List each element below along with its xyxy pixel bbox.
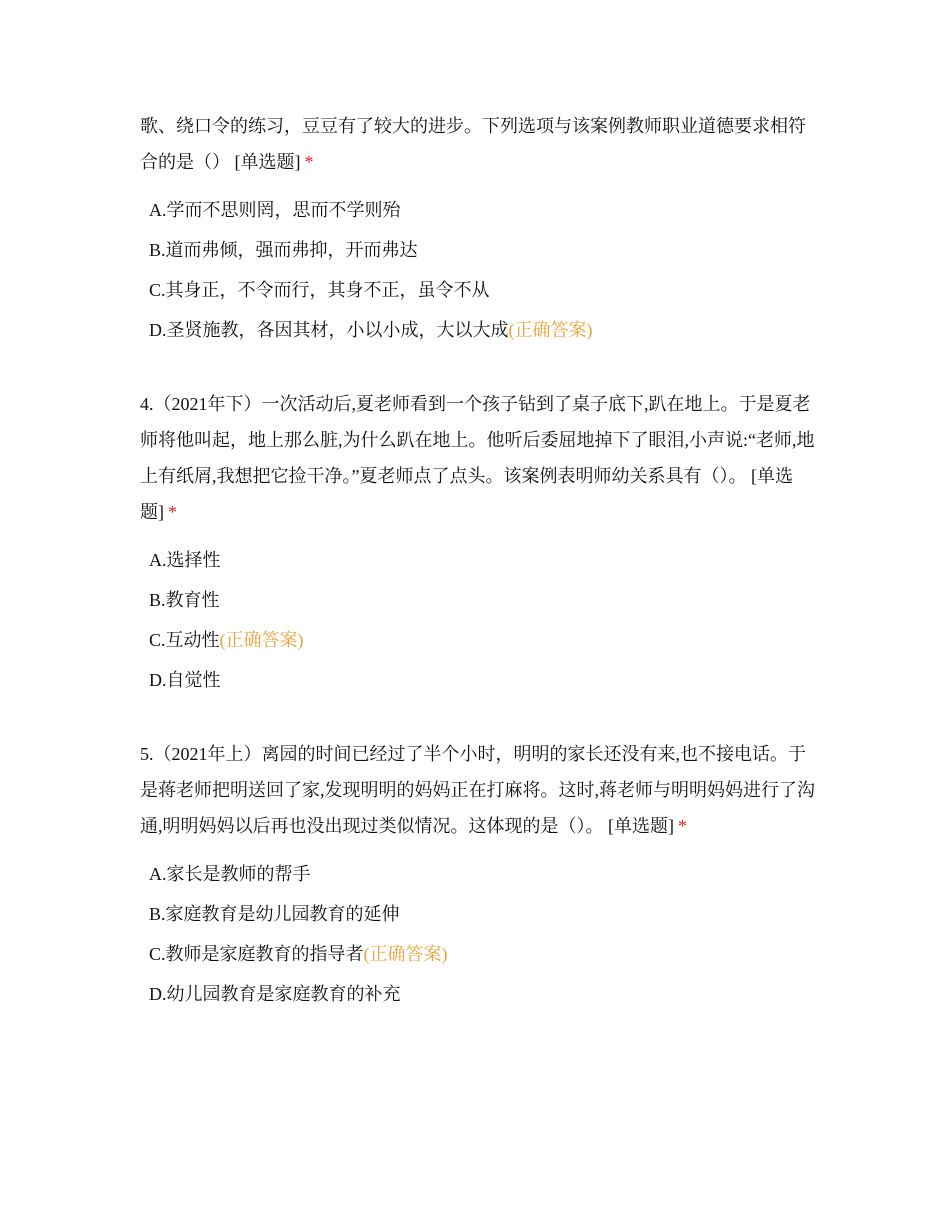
option-list <box>149 540 820 700</box>
option-b[interactable]: B.教育性 <box>149 590 220 610</box>
option-c[interactable]: C.其身正，不令而行，其身不正，虽令不从 <box>149 280 490 300</box>
option-c[interactable]: C.互动性(正确答案) <box>149 630 304 650</box>
required-asterisk: * <box>168 502 177 522</box>
option-d[interactable]: D.圣贤施教，各因其材，小以小成，大以大成(正确答案) <box>149 320 593 340</box>
question-5 <box>140 736 820 1014</box>
option-c[interactable]: C.教师是家庭教育的指导者(正确答案) <box>149 944 448 964</box>
question-stem: 4.（2021年下）一次活动后,夏老师看到一个孩子钻到了桌子底下,趴在地上。于是夏老师将他叫起，地上那么脏,为什么趴在地上。他听后委屈地掉下了眼泪,小声说:“老师,地上有纸屑,我想把它捡干净。”夏老师点了点头。该案例表明师幼关系具有（）。 [单选题] * <box>140 394 815 522</box>
option-b[interactable]: B.家庭教育是幼儿园教育的延伸 <box>149 904 400 924</box>
option-d[interactable]: D.幼儿园教育是家庭教育的补充 <box>149 984 401 1004</box>
required-asterisk: * <box>678 816 687 836</box>
option-a[interactable]: A.家长是教师的帮手 <box>149 864 311 884</box>
question-stem: 5.（2021年上）离园的时间已经过了半个小时，明明的家长还没有来,也不接电话。于是蒋老师把明送回了家,发现明明的妈妈正在打麻将。这时,蒋老师与明明妈妈进行了沟通,明明妈妈以后再也没出现过类似情况。这体现的是（）。 [单选题] * <box>140 744 815 836</box>
option-a[interactable]: A.学而不思则罔，思而不学则殆 <box>149 200 401 220</box>
option-b[interactable]: B.道而弗倾，强而弗抑，开而弗达 <box>149 240 418 260</box>
question-3 <box>140 108 820 350</box>
correct-answer-label: (正确答案) <box>219 630 304 650</box>
correct-answer-label: (正确答案) <box>363 944 448 964</box>
option-a[interactable]: A.选择性 <box>149 550 221 570</box>
required-asterisk: * <box>304 152 314 172</box>
quiz-document <box>140 108 820 1014</box>
option-list <box>149 854 820 1014</box>
option-list <box>149 190 820 350</box>
question-stem: 歌、绕口令的练习，豆豆有了较大的进步。下列选项与该案例教师职业道德要求相符合的是（） [单选题] * <box>140 116 806 172</box>
question-4 <box>140 386 820 700</box>
option-d[interactable]: D.自觉性 <box>149 670 221 690</box>
correct-answer-label: (正确答案) <box>508 320 593 340</box>
